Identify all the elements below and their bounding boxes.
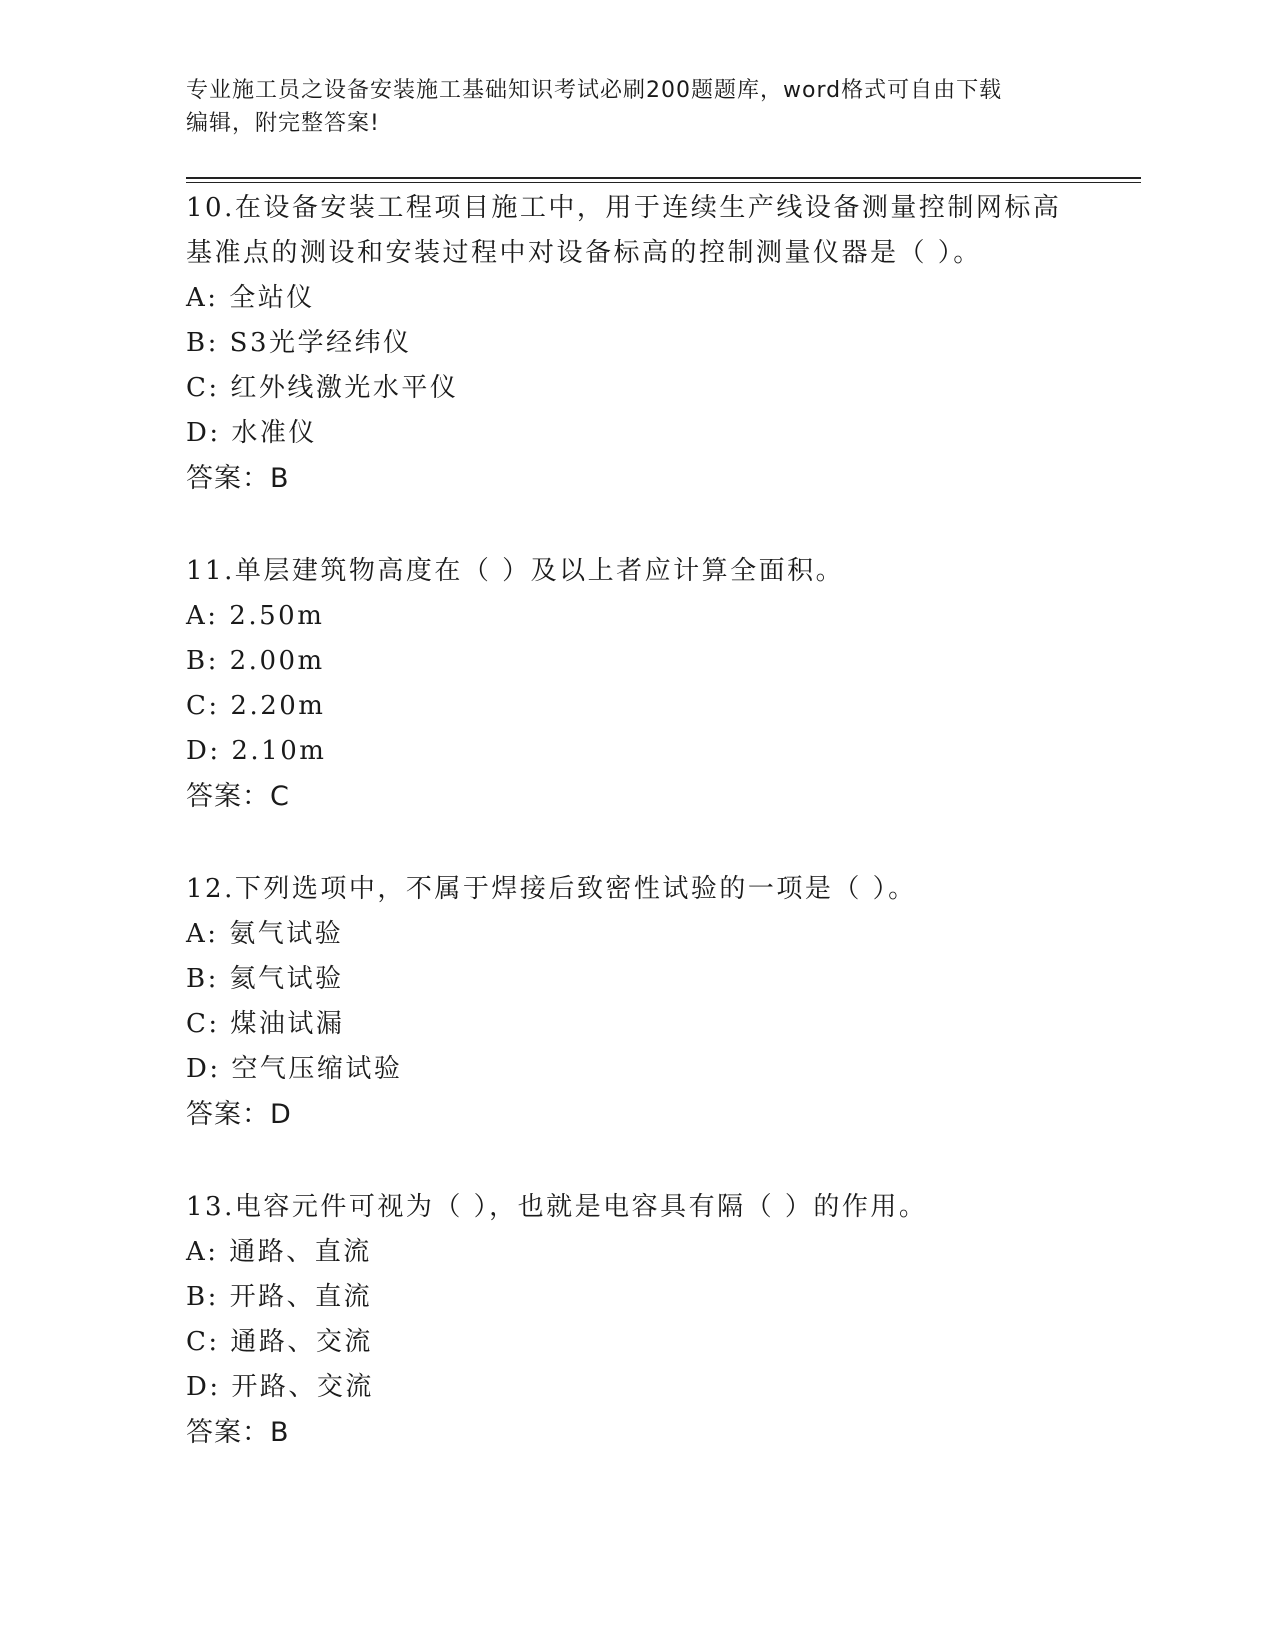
- answer: 答案：C: [186, 781, 290, 812]
- option-b: B: 开路、直流: [186, 1282, 373, 1312]
- question-12: [186, 867, 1086, 1137]
- question-stem-line-1: 12.下列选项中，不属于焊接后致密性试验的一项是（ ）。: [186, 874, 917, 904]
- question-stem-line-2: 基准点的测设和安装过程中对设备标高的控制测量仪器是（ ）。: [186, 238, 982, 268]
- answer: 答案：B: [186, 463, 290, 494]
- option-a: A: 通路、直流: [186, 1237, 372, 1267]
- option-c: C: 2.20m: [186, 691, 326, 721]
- question-10: [186, 186, 1086, 501]
- option-b: B: 氦气试验: [186, 964, 344, 994]
- option-a: A: 2.50m: [186, 601, 325, 631]
- option-c: C: 煤油试漏: [186, 1009, 345, 1039]
- option-d: D: 2.10m: [186, 736, 327, 766]
- option-d: D: 水准仪: [186, 418, 317, 448]
- header-line-2: 编辑，附完整答案!: [186, 111, 380, 136]
- question-stem-line-1: 10.在设备安装工程项目施工中，用于连续生产线设备测量控制网标高: [186, 193, 1062, 223]
- option-b: B: 2.00m: [186, 646, 325, 676]
- option-c: C: 红外线激光水平仪: [186, 373, 459, 403]
- option-d: D: 开路、交流: [186, 1372, 374, 1402]
- question-stem-line-1: 13.电容元件可视为（ ），也就是电容具有隔（ ）的作用。: [186, 1192, 928, 1222]
- option-a: A: 全站仪: [186, 283, 315, 313]
- answer: 答案：B: [186, 1417, 290, 1448]
- option-c: C: 通路、交流: [186, 1327, 373, 1357]
- question-11: [186, 549, 1086, 819]
- question-stem-line-1: 11.单层建筑物高度在（ ）及以上者应计算全面积。: [186, 556, 845, 586]
- document-header: [186, 74, 1086, 140]
- header-divider-thick: [186, 177, 1141, 179]
- question-13: [186, 1185, 1086, 1455]
- answer: 答案：D: [186, 1099, 292, 1130]
- header-divider-thin: [186, 182, 1141, 183]
- option-a: A: 氨气试验: [186, 919, 344, 949]
- option-d: D: 空气压缩试验: [186, 1054, 403, 1084]
- option-b: B: S3光学经纬仪: [186, 328, 412, 358]
- header-line-1: 专业施工员之设备安装施工基础知识考试必刷200题题库，word格式可自由下载: [186, 78, 1003, 103]
